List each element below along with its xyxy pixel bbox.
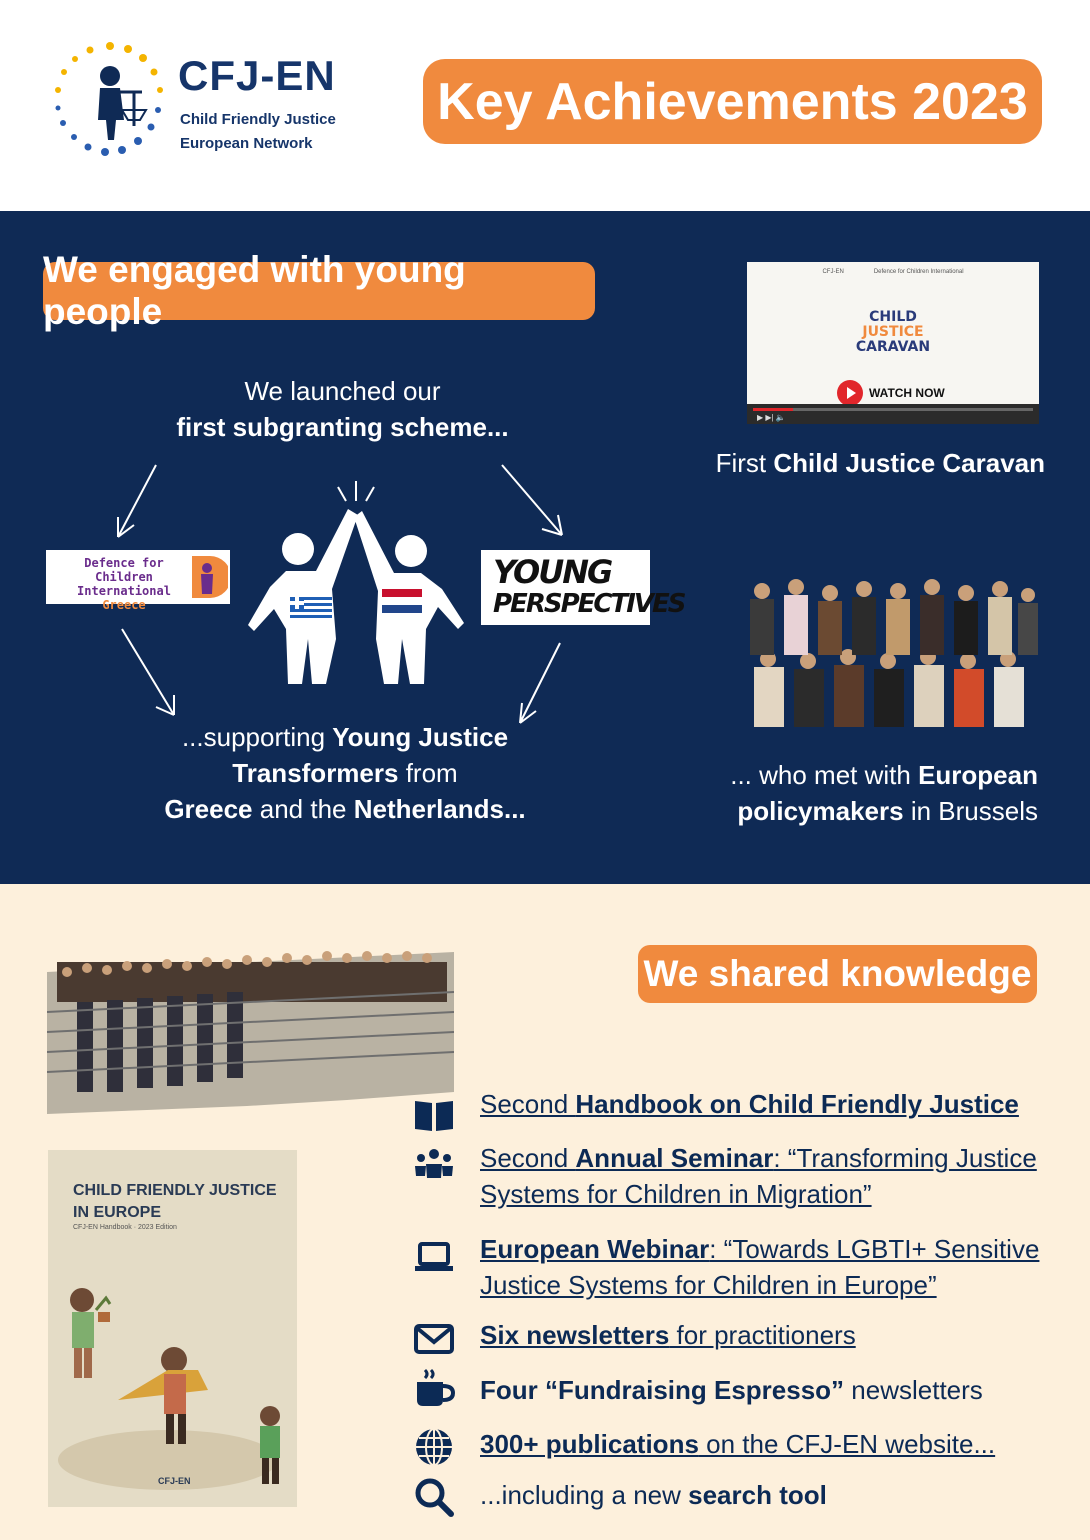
handbook-cover[interactable] [48, 1150, 297, 1507]
young-perspectives-logo: YOUNG PERSPECTIVES [481, 550, 650, 625]
shared-knowledge-heading: We shared knowledge [638, 945, 1037, 1003]
young-people-section [0, 211, 1090, 884]
laptop-icon [413, 1236, 455, 1278]
young-people-group-photo [738, 569, 1038, 741]
arrow-bottom-right-icon [520, 643, 560, 723]
people-group-icon [413, 1144, 455, 1186]
header [0, 0, 1090, 211]
video-progress-bar[interactable] [753, 408, 1033, 411]
seminar-group-photo [47, 942, 454, 1114]
coffee-cup-icon [413, 1368, 455, 1410]
young-people-heading: We engaged with young people [43, 262, 595, 320]
handbook-cover-subtitle: CFJ-EN Handbook · 2023 Edition [73, 1224, 177, 1231]
arrow-bottom-left-icon [122, 629, 174, 715]
greek-flag-icon [290, 597, 332, 619]
policymakers-caption: ... who met with European policymakers in Brussels [730, 760, 1038, 826]
young-justice-transformers-text: ...supporting Young Justice Transformers from Greece and the Netherlands... [164, 722, 526, 824]
envelope-icon [413, 1318, 455, 1360]
handbook-link[interactable]: Second Handbook on Child Friendly Justice [480, 1089, 1019, 1119]
annual-seminar-link[interactable]: Second Annual Seminar: “Transforming Justice Systems for Children in Migration” [480, 1143, 1037, 1209]
magnifier-icon [413, 1476, 455, 1518]
european-webinar-link[interactable]: European Webinar: “Towards LGBTI+ Sensitive Justice Systems for Children in Europe” [480, 1234, 1040, 1300]
video-controls[interactable] [747, 404, 1039, 424]
play-icon [837, 380, 863, 406]
newsletters-link[interactable]: Six newsletters for practitioners [480, 1320, 856, 1350]
high-five-illustration-icon [246, 479, 466, 699]
publications-link[interactable]: 300+ publications on the CFJ-EN website... [480, 1429, 996, 1459]
handbook-illustration-icon [48, 1240, 297, 1507]
caravan-caption: First Child Justice Caravan [715, 448, 1045, 478]
globe-icon [413, 1426, 455, 1468]
logo-line-1: Child Friendly Justice [180, 111, 336, 128]
dci-emblem-icon [190, 554, 228, 600]
fundraising-espresso-text: Four “Fundraising Espresso” newsletters [480, 1375, 983, 1405]
logo-name: CFJ-EN [178, 52, 336, 99]
video-header: CFJ-EN Defence for Children International [822, 269, 964, 275]
arrow-top-left-icon [118, 465, 156, 537]
logo-subtitle [180, 108, 336, 156]
page-title: Key Achievements 2023 [423, 59, 1042, 144]
knowledge-section [0, 884, 1090, 1540]
dci-greece-logo: Defence for Children International Greece [46, 550, 230, 604]
cfj-en-logo-icon [50, 40, 170, 160]
video-control-icons: ▶ ▶| 🔈 [757, 413, 786, 422]
search-tool-text: ...including a new search tool [480, 1480, 827, 1510]
watch-now-button[interactable]: WATCH NOW [837, 380, 945, 406]
handbook-logo: CFJ-EN [158, 1476, 191, 1486]
caravan-video-thumbnail[interactable] [747, 262, 1039, 424]
logo-line-2: European Network [180, 135, 313, 152]
video-caravan-title: CHILD JUSTICE CARAVAN [855, 309, 931, 355]
book-icon [413, 1093, 455, 1135]
arrow-top-right-icon [502, 465, 562, 535]
launch-line-2: first subgranting scheme... [176, 412, 509, 442]
handbook-cover-title: CHILD FRIENDLY JUSTICE IN EUROPE [73, 1182, 277, 1221]
dutch-flag-icon [382, 589, 422, 613]
launch-line-1: We launched our [244, 376, 441, 406]
